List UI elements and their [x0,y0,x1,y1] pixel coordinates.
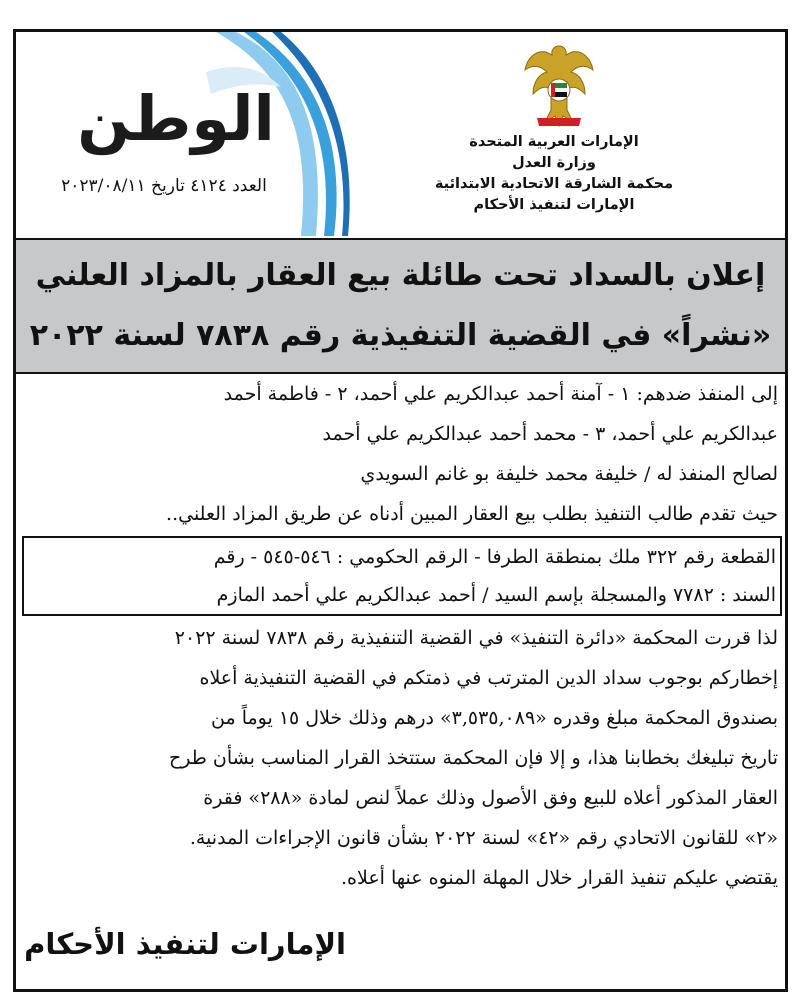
body-line: عبدالكريم علي أحمد، ٣ - محمد أحمد عبدالكريم علي أحمد [322,423,778,445]
body-line: إخطاركم بوجوب سداد الدين المترتب في ذمتكم في القضية التنفيذية أعلاه [199,667,778,689]
body-line: لذا قررت المحكمة «دائرة التنفيذ» في القضية التنفيذية رقم ٧٨٣٨ لسنة ٢٠٢٢ [174,627,778,649]
case-number-title: «نشراً» في القضية التنفيذية رقم ٧٨٣٨ لسنة ٢٠٢٢ [29,318,772,353]
body-line: تاريخ تبليغك بخطابنا هذا، و إلا فإن المحكمة ستتخذ القرار المناسب بشأن طرح [169,747,778,769]
property-details-box [22,536,782,616]
announcement-body [26,374,778,898]
issuing-authority [429,132,679,216]
decision-paragraph [26,618,778,898]
body-line: «٢» للقانون الاتحادي رقم «٤٢» لسنة ٢٠٢٢ بشأن قانون الإجراءات المدنية. [189,827,778,849]
uae-falcon-emblem-icon [521,40,597,130]
parties-paragraph [26,374,778,534]
announcement-title: إعلان بالسداد تحت طائلة بيع العقار بالمزاد العلني [35,258,766,293]
body-line: بصندوق المحكمة مبلغ وقدره «٣,٥٣٥,٠٨٩» درهم وذلك خلال ١٥ يوماً من [211,707,778,729]
authority-ministry: وزارة العدل [512,155,596,171]
authority-court: محكمة الشارقة الاتحادية الابتدائية [434,176,674,192]
masthead-title: الوطن [77,82,275,155]
property-line: القطعة رقم ٣٢٢ ملك بمنطقة الطرفا - الرقم الحكومي : ٥٤٦-٥٤٥ - رقم [213,546,776,568]
body-line: إلى المنفذ ضدهم: ١ - آمنة أحمد عبدالكريم علي أحمد، ٢ - فاطمة أحمد [223,383,778,405]
advertisement-frame [13,29,788,992]
authority-department: الإمارات لتنفيذ الأحكام [473,197,635,213]
signature: الإمارات لتنفيذ الأحكام [24,927,346,961]
body-line: يقتضي عليكم تنفيذ القرار خلال المهلة المنوه عنها أعلاه. [340,867,778,889]
title-band [16,238,785,374]
issue-date-line: العدد ٤١٢٤ تاريخ ٢٠٢٣/٠٨/١١ [61,176,267,196]
property-line: السند : ٧٧٨٢ والمسجلة بإسم السيد / أحمد عبدالكريم علي أحمد المازم [216,584,776,606]
body-line: العقار المذكور أعلاه للبيع وفق الأصول وذلك عملاً لنص لمادة «٢٨٨» فقرة [203,787,778,809]
authority-country: الإمارات العربية المتحدة [469,134,639,150]
body-line: لصالح المنفذ له / خليفة محمد خليفة بو غانم السويدي [360,463,778,485]
header [16,32,785,236]
body-line: حيث تقدم طالب التنفيذ بطلب بيع العقار المبين أدناه عن طريق المزاد العلني.. [166,503,778,525]
